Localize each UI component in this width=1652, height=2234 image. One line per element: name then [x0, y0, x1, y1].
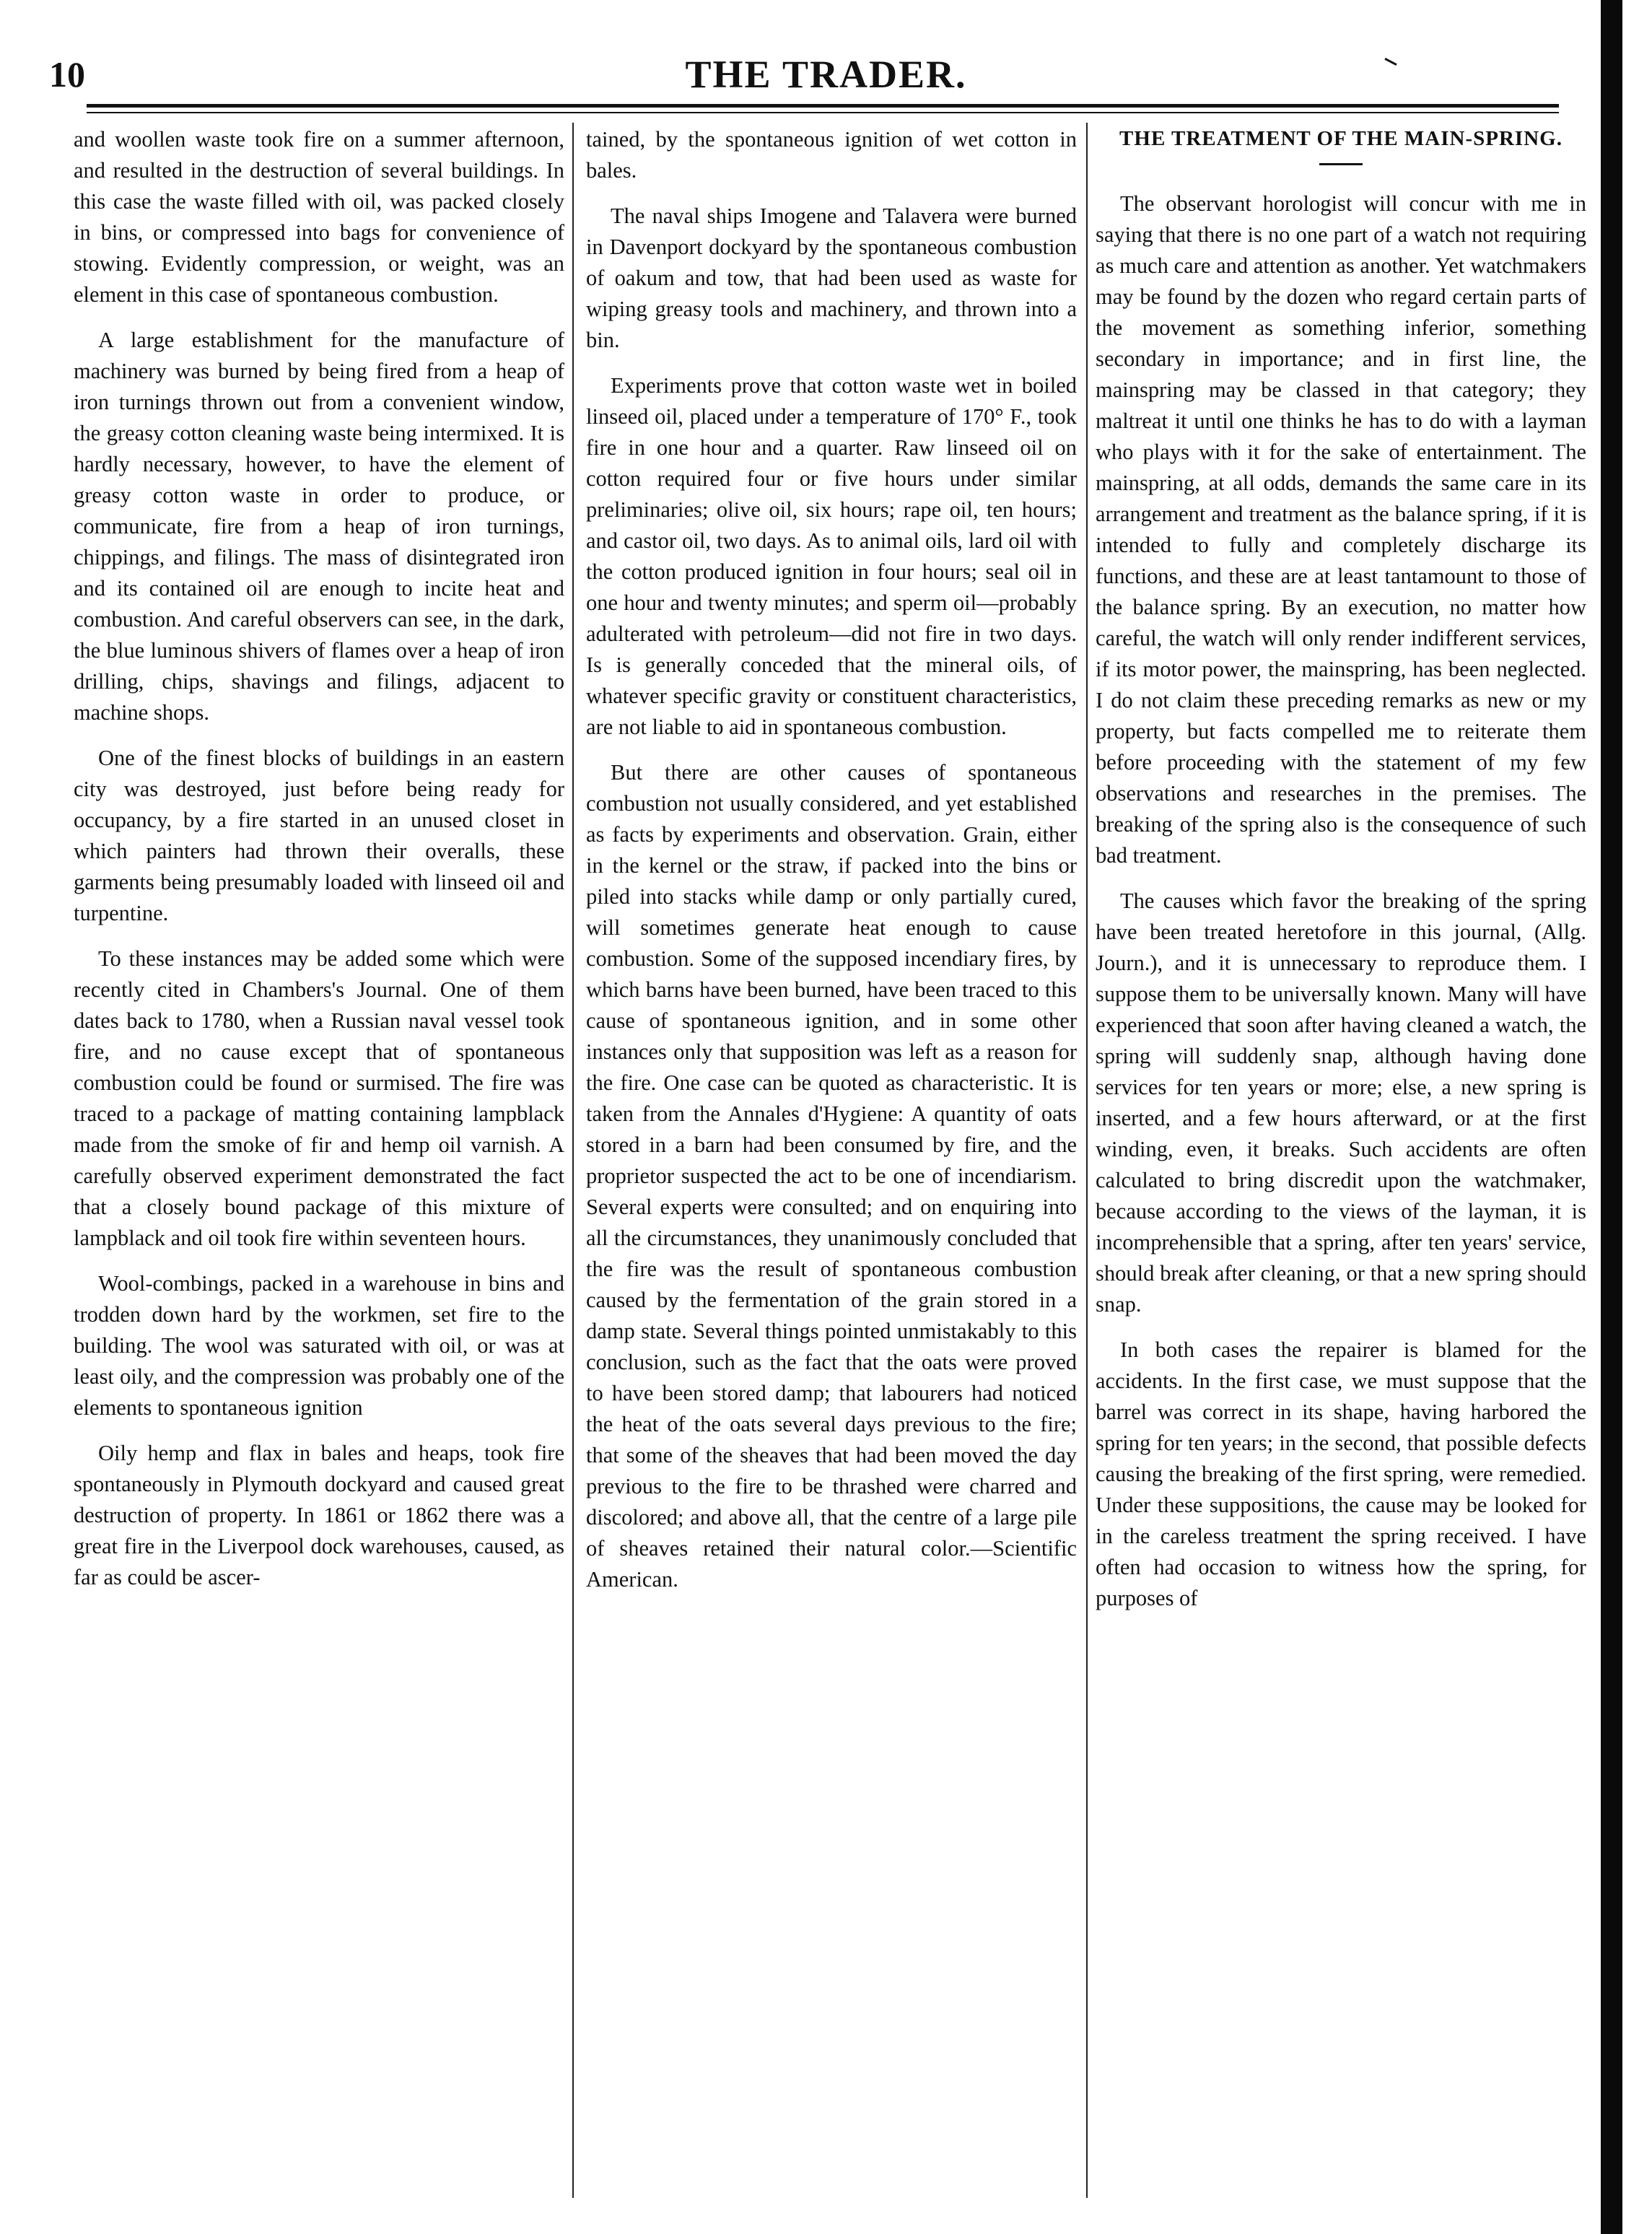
right-column	[1096, 124, 1586, 1614]
page-edge-bar	[1601, 0, 1622, 2234]
paragraph: To these instances may be added some which were recently cited in Chambers's Journal. One of them dates back to 1780, when a Russian naval vessel took fire, and no cause except that of spontaneous combustion could be found or surmised. The fire was traced to a package of matting containing lampblack made from the smoke of fir and hemp oil varnish. A carefully observed experiment demonstrated the fact that a closely bound package of this mixture of lampblack and oil took fire within seventeen hours.	[74, 946, 564, 1250]
heading-divider	[1319, 163, 1363, 165]
paragraph: Wool-combings, packed in a warehouse in bins and trodden down hard by the workmen, set fire to the building. The wool was saturated with oil, or was at least oily, and the compression was probably one of the elements to spontaneous ignition	[74, 1271, 564, 1420]
paragraph: One of the finest blocks of buildings in an eastern city was destroyed, just before being ready for occupancy, by a fire started in an unused closet in which painters had thrown their overalls, these garments being presumably loaded with linseed oil and turpentine.	[74, 746, 564, 925]
left-column	[74, 124, 564, 1593]
paragraph: In both cases the repairer is blamed for the accidents. In the first case, we must suppose that the barrel was correct in its shape, having harbored the spring for ten years; in the second, that possible defects causing the breaking of the first spring, were remedied. Under these suppositions, the cause may be looked for in the careless treatment the spring received. I have often had occasion to witness how the spring, for purposes of	[1096, 1338, 1586, 1610]
paragraph: and woollen waste took fire on a summer afternoon, and resulted in the destruction of several buildings. In this case the waste filled with oil, was packed closely in bins, or compressed into bags for convenience of stowing. Evidently compression, or weight, was an element in this case of spontaneous combustion.	[74, 127, 564, 307]
masthead-title: THE TRADER.	[685, 53, 967, 96]
paragraph: A large establishment for the manufacture of machinery was burned by being fired from a heap of iron turnings thrown out from a convenient window, the greasy cotton cleaning waste being intermixed. It is hardly necessary, however, to have the element of greasy cotton waste in order to produce, or communicate, fire from a heap of iron turnings, chippings, and filings. The mass of disintegrated iron and its contained oil are enough to incite heat and combustion. And careful observers can see, in the dark, the blue luminous shivers of flames over a heap of iron drilling, chips, shavings and filings, adjacent to machine shops.	[74, 328, 564, 725]
paragraph: tained, by the spontaneous ignition of wet cotton in bales.	[586, 127, 1077, 183]
paragraph: Oily hemp and flax in bales and heaps, took fire spontaneously in Plymouth dockyard and caused great destruction of property. In 1861 or 1862 there was a great fire in the Liverpool dock warehouses, caused, as far as could be ascer-	[74, 1441, 564, 1589]
paragraph: Experiments prove that cotton waste wet in boiled linseed oil, placed under a temperature of 170° F., took fire in one hour and a quarter. Raw linseed oil on cotton required four or five hours under similar preliminaries; olive oil, six hours; rape oil, ten hours; and castor oil, two days. As to animal oils, lard oil with the cotton produced ignition in four hours; seal oil in one hour and twenty minutes; and sperm oil—probably adulterated with petroleum—did not fire in two days. Is is generally conceded that the mineral oils, of whatever specific gravity or constituent characteristics, are not liable to aid in spontaneous combustion.	[586, 373, 1077, 739]
article-heading: THE TREATMENT OF THE MAIN-SPRING.	[1119, 127, 1563, 150]
paragraph: But there are other causes of spontaneous combustion not usually considered, and yet established as facts by experiments and observation. Grain, either in the kernel or the straw, if packed into the bins or piled into stacks while damp or only partially cured, will sometimes generate heat enough to cause combustion. Some of the supposed incendiary fires, by which barns have been burned, have been traced to this cause of spontaneous ignition, and in some other instances only that supposition was left as a reason for the fire. One case can be quoted as characteristic. It is taken from the Annales d'Hygiene: A quantity of oats stored in a barn had been consumed by fire, and the proprietor suspected the act to be one of incendiarism. Several experts were consulted; and on enquiring into all the circumstances, they unanimously concluded that the fire was the result of spontaneous combustion caused by the fermentation of the grain stored in a damp state. Several things pointed unmistakably to this conclusion, such as the fact that the oats were proved to have been stored damp; that labourers had noticed the heat of the oats several days previous to the fire; that some of the sheaves that had been moved the day previous to the fire to be thrashed were charred and discolored; and above all, that the centre of a large pile of sheaves retained their natural color.—Scientific American.	[586, 760, 1077, 1592]
header-rule	[87, 104, 1559, 108]
page-number: 10	[49, 54, 85, 95]
column-divider-2	[1086, 123, 1088, 2198]
paragraph: The naval ships Imogene and Talavera were burned in Davenport dockyard by the spontaneous combustion of oakum and tow, that had been used as waste for wiping greasy tools and machinery, and thrown into a bin.	[586, 204, 1077, 352]
middle-column	[586, 124, 1077, 1595]
column-divider-1	[572, 123, 574, 2198]
header-rule-thin	[87, 112, 1559, 113]
paragraph: The causes which favor the breaking of the spring have been treated heretofore in this journal, (Allg. Journ.), and it is unnecessary to reproduce them. I suppose them to be universally known. Many will have experienced that soon after having cleaned a watch, the spring will suddenly snap, although having done services for ten years or more; else, a new spring is inserted, and a few hours afterward, or at the first winding, even, it breaks. Such accidents are often calculated to bring discredit upon the watchmaker, because according to the views of the layman, it is incomprehensible that a spring, after ten years' service, should break after cleaning, or that a new spring should snap.	[1096, 889, 1586, 1317]
paragraph: The observant horologist will concur with me in saying that there is no one part of a watch not requiring as much care and attention as another. Yet watchmakers may be found by the dozen who regard certain parts of the movement as something inferior, something secondary in importance; and in first line, the mainspring may be classed in that category; they maltreat it until one thinks he has to do with a layman who plays with it for the sake of entertainment. The mainspring, at all odds, demands the same care in its arrangement and treatment as the balance spring, if it is intended to fully and completely discharge its functions, and these are at least tantamount to those of the balance spring. By an execution, no matter how careful, the watch will only render indifferent services, if its motor power, the mainspring, has been neglected. I do not claim these preceding remarks as new or my property, but facts compelled me to reiterate them before proceeding with the statement of my few observations and researches in the premises. The breaking of the spring also is the consequence of such bad treatment.	[1096, 191, 1586, 868]
